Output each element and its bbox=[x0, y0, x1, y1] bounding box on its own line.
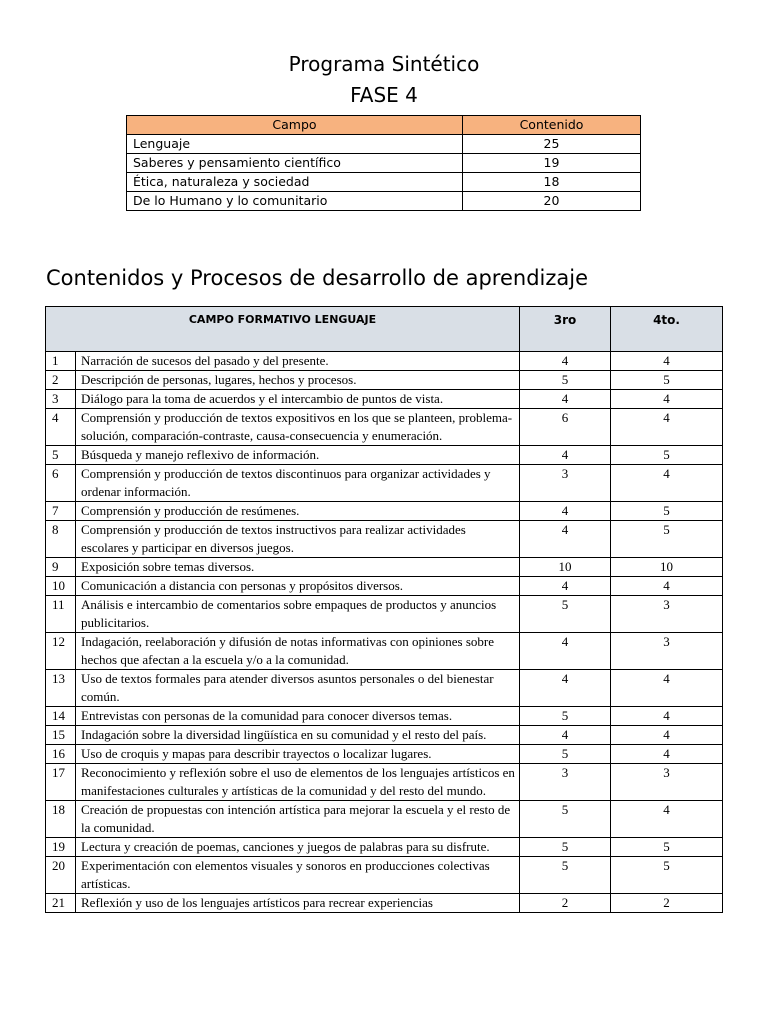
row-4to-cell: 4 bbox=[611, 726, 723, 745]
row-3ro-cell: 4 bbox=[520, 577, 611, 596]
contents-header-4to: 4to. bbox=[611, 307, 723, 352]
contents-header-row bbox=[46, 307, 723, 352]
table-row bbox=[46, 745, 723, 764]
table-row bbox=[46, 409, 723, 446]
table-row bbox=[46, 521, 723, 558]
summary-row bbox=[127, 192, 641, 211]
row-content-cell: Entrevistas con personas de la comunidad para conocer diversos temas. bbox=[76, 707, 520, 726]
section-heading: Contenidos y Procesos de desarrollo de aprendizaje bbox=[46, 266, 589, 290]
row-content-cell: Comunicación a distancia con personas y propósitos diversos. bbox=[76, 577, 520, 596]
row-content-cell: Análisis e intercambio de comentarios sobre empaques de productos y anuncios publicitarios. bbox=[76, 596, 520, 633]
row-content-cell: Comprensión y producción de textos instructivos para realizar actividades escolares y participar en diversos juegos. bbox=[76, 521, 520, 558]
row-content-cell: Exposición sobre temas diversos. bbox=[76, 558, 520, 577]
table-row bbox=[46, 596, 723, 633]
row-number-cell: 13 bbox=[46, 670, 76, 707]
row-number-cell: 20 bbox=[46, 857, 76, 894]
table-row bbox=[46, 577, 723, 596]
row-number-cell: 3 bbox=[46, 390, 76, 409]
row-3ro-cell: 5 bbox=[520, 801, 611, 838]
row-4to-cell: 2 bbox=[611, 894, 723, 913]
row-3ro-cell: 5 bbox=[520, 838, 611, 857]
table-row bbox=[46, 801, 723, 838]
summary-contenido-cell: 19 bbox=[463, 154, 641, 173]
table-row bbox=[46, 764, 723, 801]
row-content-cell: Diálogo para la toma de acuerdos y el intercambio de puntos de vista. bbox=[76, 390, 520, 409]
row-content-cell: Lectura y creación de poemas, canciones y juegos de palabras para su disfrute. bbox=[76, 838, 520, 857]
row-number-cell: 21 bbox=[46, 894, 76, 913]
table-row bbox=[46, 707, 723, 726]
table-row bbox=[46, 371, 723, 390]
row-number-cell: 18 bbox=[46, 801, 76, 838]
table-row bbox=[46, 446, 723, 465]
row-4to-cell: 4 bbox=[611, 352, 723, 371]
row-3ro-cell: 10 bbox=[520, 558, 611, 577]
table-row bbox=[46, 726, 723, 745]
row-3ro-cell: 5 bbox=[520, 596, 611, 633]
summary-table bbox=[126, 115, 641, 211]
row-3ro-cell: 4 bbox=[520, 446, 611, 465]
row-4to-cell: 5 bbox=[611, 857, 723, 894]
summary-row bbox=[127, 154, 641, 173]
row-3ro-cell: 4 bbox=[520, 352, 611, 371]
summary-row bbox=[127, 135, 641, 154]
row-3ro-cell: 5 bbox=[520, 371, 611, 390]
row-4to-cell: 5 bbox=[611, 371, 723, 390]
row-4to-cell: 4 bbox=[611, 707, 723, 726]
row-3ro-cell: 5 bbox=[520, 857, 611, 894]
row-4to-cell: 4 bbox=[611, 577, 723, 596]
table-row bbox=[46, 894, 723, 913]
row-3ro-cell: 3 bbox=[520, 465, 611, 502]
row-number-cell: 10 bbox=[46, 577, 76, 596]
row-content-cell: Experimentación con elementos visuales y sonoros en producciones colectivas artísticas. bbox=[76, 857, 520, 894]
table-row bbox=[46, 390, 723, 409]
row-4to-cell: 5 bbox=[611, 446, 723, 465]
row-3ro-cell: 4 bbox=[520, 633, 611, 670]
row-number-cell: 7 bbox=[46, 502, 76, 521]
summary-campo-cell: De lo Humano y lo comunitario bbox=[127, 192, 463, 211]
row-4to-cell: 5 bbox=[611, 838, 723, 857]
summary-contenido-cell: 20 bbox=[463, 192, 641, 211]
row-4to-cell: 4 bbox=[611, 390, 723, 409]
row-number-cell: 1 bbox=[46, 352, 76, 371]
summary-campo-cell: Lenguaje bbox=[127, 135, 463, 154]
row-4to-cell: 3 bbox=[611, 596, 723, 633]
table-row bbox=[46, 670, 723, 707]
table-row bbox=[46, 502, 723, 521]
row-number-cell: 19 bbox=[46, 838, 76, 857]
row-4to-cell: 4 bbox=[611, 409, 723, 446]
row-3ro-cell: 3 bbox=[520, 764, 611, 801]
summary-campo-cell: Ética, naturaleza y sociedad bbox=[127, 173, 463, 192]
row-content-cell: Indagación sobre la diversidad lingüística en su comunidad y el resto del país. bbox=[76, 726, 520, 745]
row-3ro-cell: 4 bbox=[520, 726, 611, 745]
page-subtitle: FASE 4 bbox=[350, 83, 418, 107]
summary-header-contenido: Contenido bbox=[463, 116, 641, 135]
row-4to-cell: 5 bbox=[611, 521, 723, 558]
row-content-cell: Comprensión y producción de resúmenes. bbox=[76, 502, 520, 521]
row-number-cell: 16 bbox=[46, 745, 76, 764]
row-number-cell: 12 bbox=[46, 633, 76, 670]
row-3ro-cell: 5 bbox=[520, 707, 611, 726]
row-3ro-cell: 2 bbox=[520, 894, 611, 913]
table-row bbox=[46, 633, 723, 670]
row-4to-cell: 10 bbox=[611, 558, 723, 577]
row-content-cell: Descripción de personas, lugares, hechos y procesos. bbox=[76, 371, 520, 390]
row-4to-cell: 4 bbox=[611, 745, 723, 764]
summary-contenido-cell: 25 bbox=[463, 135, 641, 154]
row-number-cell: 11 bbox=[46, 596, 76, 633]
row-number-cell: 9 bbox=[46, 558, 76, 577]
row-content-cell: Búsqueda y manejo reflexivo de información. bbox=[76, 446, 520, 465]
row-4to-cell: 4 bbox=[611, 670, 723, 707]
row-4to-cell: 4 bbox=[611, 801, 723, 838]
row-content-cell: Indagación, reelaboración y difusión de notas informativas con opiniones sobre hechos que afectan a la escuela y/o a la comunidad. bbox=[76, 633, 520, 670]
row-3ro-cell: 4 bbox=[520, 521, 611, 558]
row-3ro-cell: 6 bbox=[520, 409, 611, 446]
row-4to-cell: 4 bbox=[611, 465, 723, 502]
row-content-cell: Reconocimiento y reflexión sobre el uso de elementos de los lenguajes artísticos en manifestaciones culturales y artísticas de la comunidad y del resto del mundo. bbox=[76, 764, 520, 801]
summary-header-campo: Campo bbox=[127, 116, 463, 135]
row-4to-cell: 3 bbox=[611, 764, 723, 801]
row-content-cell: Comprensión y producción de textos discontinuos para organizar actividades y ordenar información. bbox=[76, 465, 520, 502]
row-4to-cell: 5 bbox=[611, 502, 723, 521]
row-4to-cell: 3 bbox=[611, 633, 723, 670]
row-content-cell: Uso de textos formales para atender diversos asuntos personales o del bienestar común. bbox=[76, 670, 520, 707]
table-row bbox=[46, 465, 723, 502]
row-3ro-cell: 5 bbox=[520, 745, 611, 764]
table-row bbox=[46, 838, 723, 857]
contents-header-campo: CAMPO FORMATIVO LENGUAJE bbox=[46, 307, 520, 352]
row-number-cell: 4 bbox=[46, 409, 76, 446]
contents-table bbox=[45, 306, 723, 913]
table-row bbox=[46, 352, 723, 371]
row-3ro-cell: 4 bbox=[520, 502, 611, 521]
row-number-cell: 2 bbox=[46, 371, 76, 390]
row-number-cell: 14 bbox=[46, 707, 76, 726]
row-number-cell: 15 bbox=[46, 726, 76, 745]
summary-row bbox=[127, 173, 641, 192]
row-content-cell: Reflexión y uso de los lenguajes artísticos para recrear experiencias bbox=[76, 894, 520, 913]
row-content-cell: Comprensión y producción de textos expositivos en los que se planteen, problema-solución, comparación-contraste, causa-consecuencia y enumeración. bbox=[76, 409, 520, 446]
row-number-cell: 17 bbox=[46, 764, 76, 801]
row-3ro-cell: 4 bbox=[520, 390, 611, 409]
row-number-cell: 5 bbox=[46, 446, 76, 465]
summary-header-row bbox=[127, 116, 641, 135]
row-3ro-cell: 4 bbox=[520, 670, 611, 707]
table-row bbox=[46, 857, 723, 894]
row-content-cell: Creación de propuestas con intención artística para mejorar la escuela y el resto de la comunidad. bbox=[76, 801, 520, 838]
table-row bbox=[46, 558, 723, 577]
contents-header-3ro: 3ro bbox=[520, 307, 611, 352]
row-number-cell: 8 bbox=[46, 521, 76, 558]
page-title: Programa Sintético bbox=[288, 52, 480, 76]
row-number-cell: 6 bbox=[46, 465, 76, 502]
row-content-cell: Narración de sucesos del pasado y del presente. bbox=[76, 352, 520, 371]
summary-contenido-cell: 18 bbox=[463, 173, 641, 192]
row-content-cell: Uso de croquis y mapas para describir trayectos o localizar lugares. bbox=[76, 745, 520, 764]
summary-campo-cell: Saberes y pensamiento científico bbox=[127, 154, 463, 173]
